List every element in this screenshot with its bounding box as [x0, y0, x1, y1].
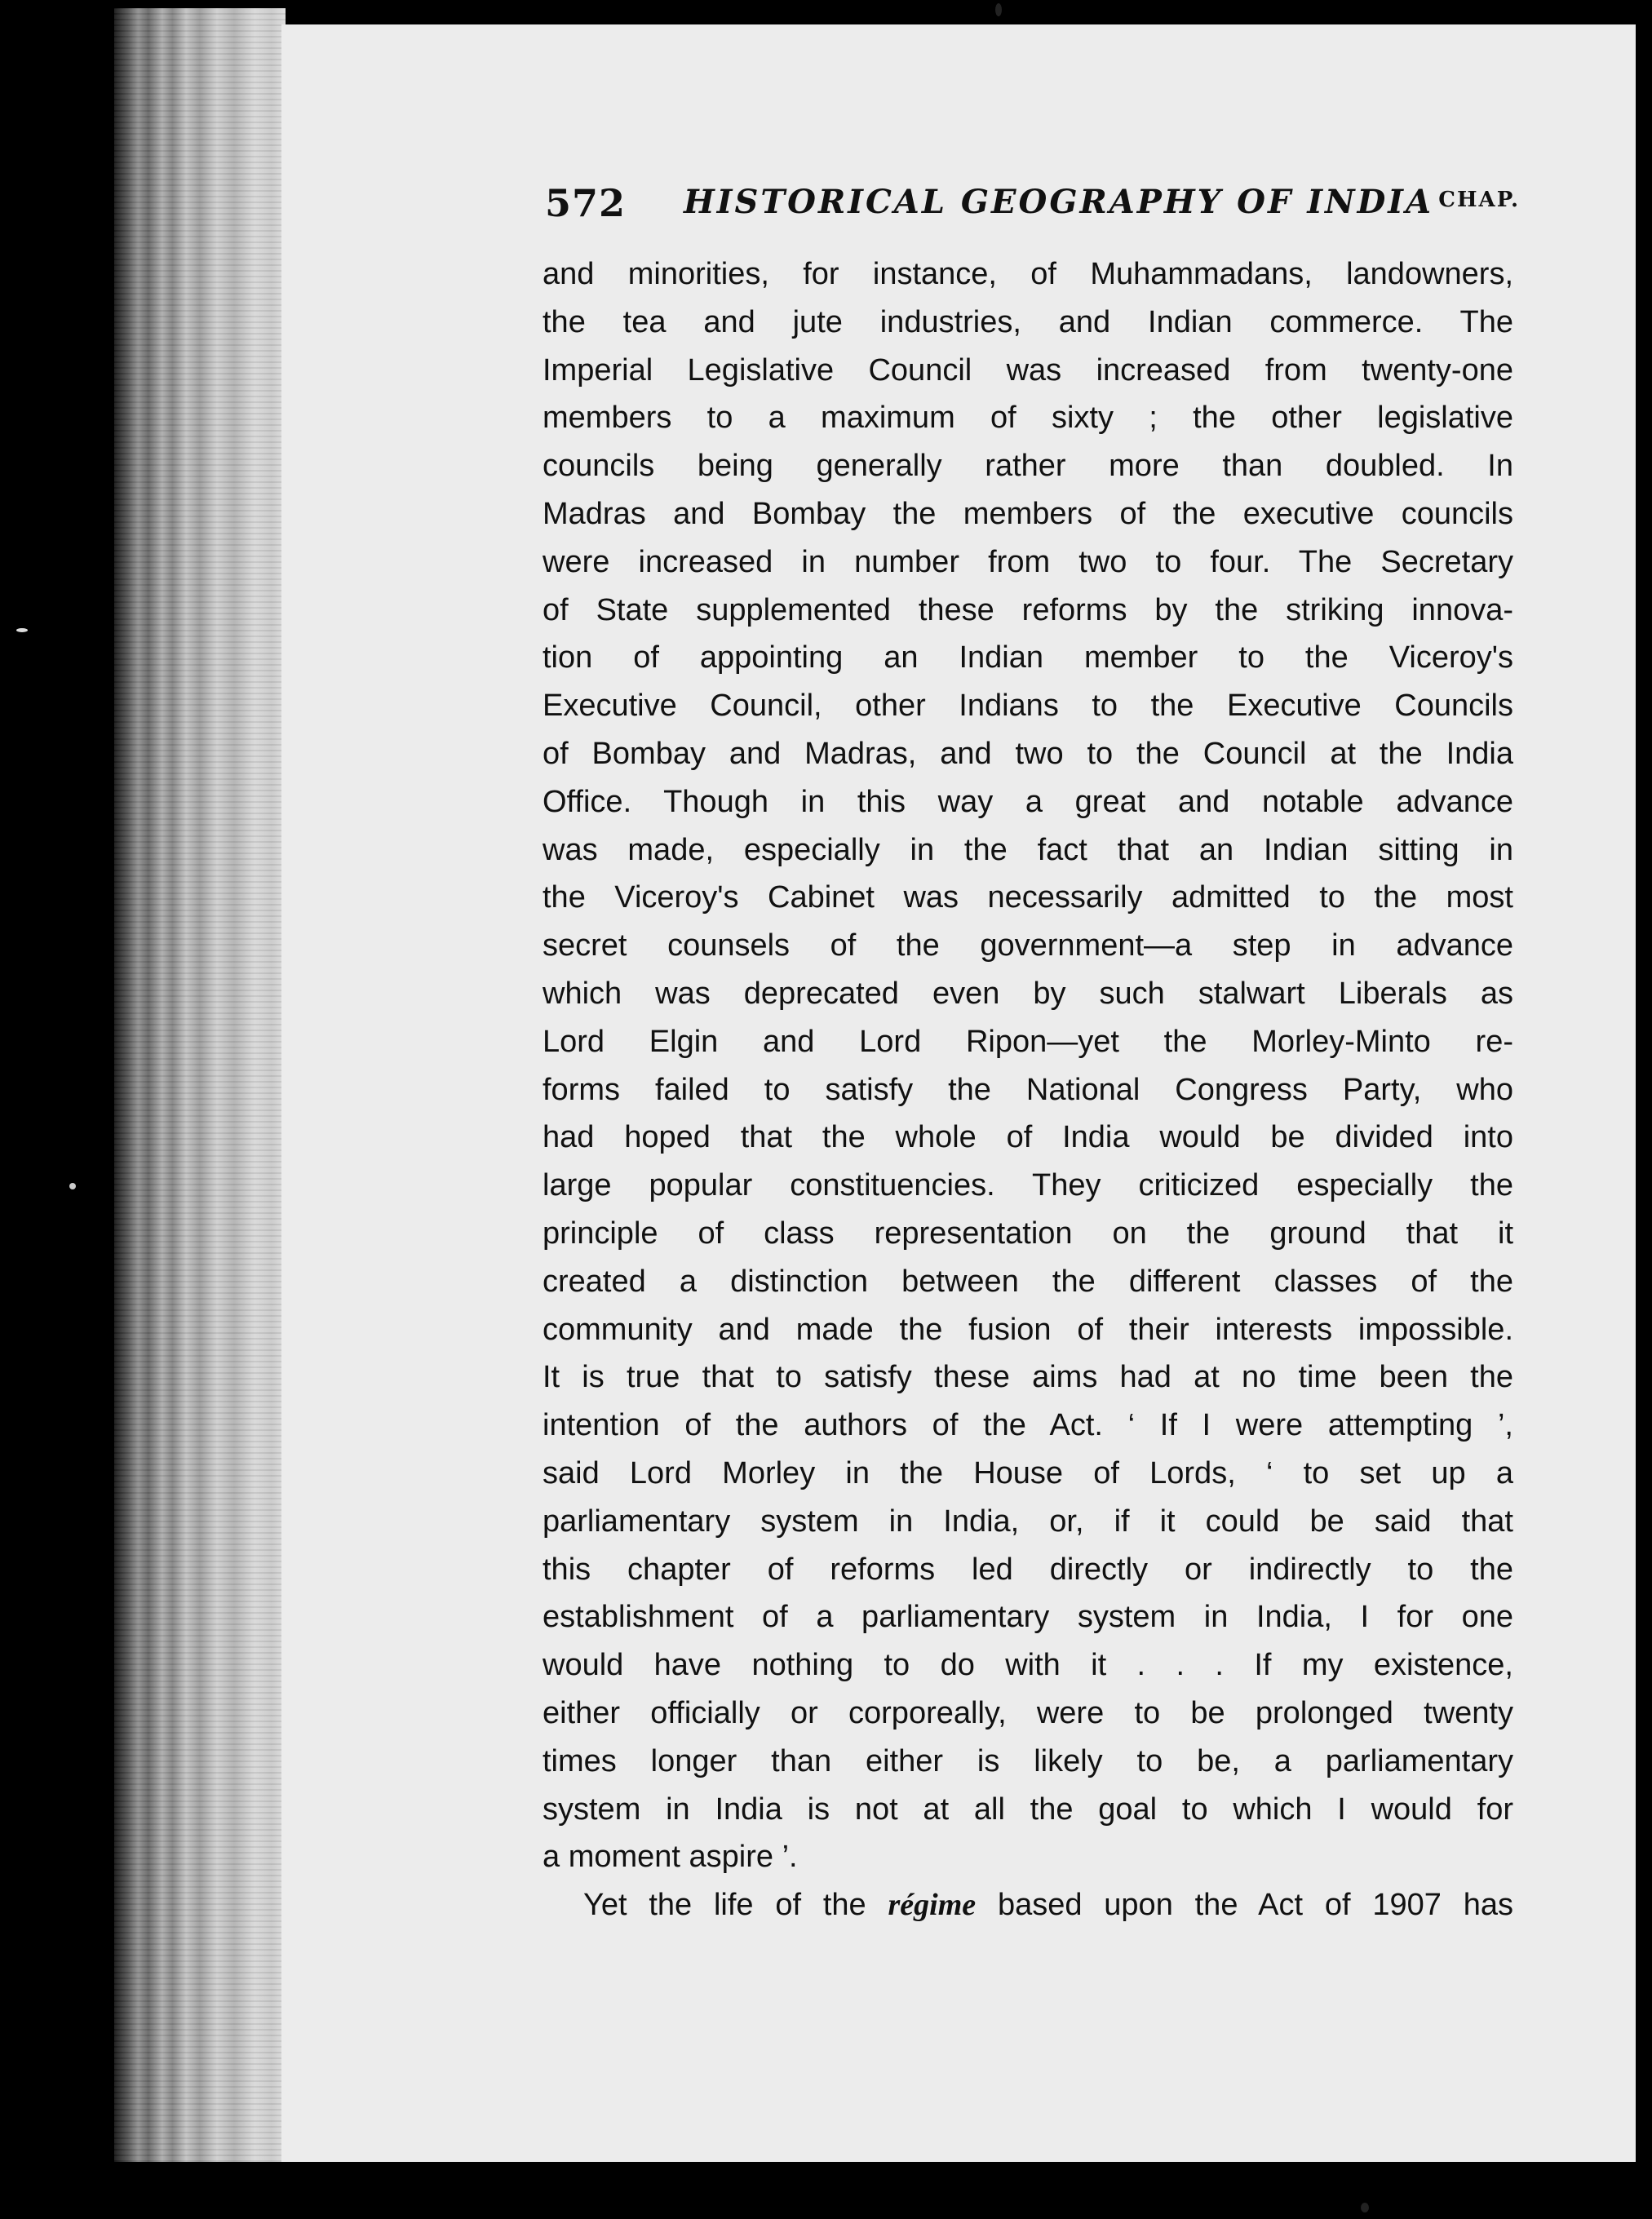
text-line: members to a maximum of sixty ; the other legislative	[543, 401, 1513, 436]
text-line: a moment aspire ’.	[543, 1840, 798, 1875]
text-line: large popular constituencies. They criticized especially the	[543, 1168, 1513, 1203]
text-line: system in India is not at all the goal to which I would for	[543, 1792, 1513, 1827]
text-line: Executive Council, other Indians to the Executive Councils	[543, 689, 1513, 724]
text-fragment: based upon the Act of 1907 has	[976, 1888, 1513, 1923]
text-line: Lord Elgin and Lord Ripon—yet the Morley-Minto re-	[543, 1024, 1513, 1059]
text-line: times longer than either is likely to be, a parliamentary	[543, 1743, 1513, 1778]
text-line: secret counsels of the government—a step in advance	[543, 928, 1513, 963]
body-text	[543, 250, 1513, 1929]
text-line: of State supplemented these reforms by the striking innova-	[543, 592, 1513, 627]
text-line: and minorities, for instance, of Muhammadans, landowners,	[543, 257, 1513, 291]
text-line: this chapter of reforms led directly or indirectly to the	[543, 1552, 1513, 1587]
running-head	[545, 181, 1520, 230]
paragraph-opening-line	[543, 1881, 1513, 1929]
text-line: intention of the authors of the Act. ‘ If I were attempting ’,	[543, 1408, 1513, 1443]
text-line: establishment of a parliamentary system in India, I for one	[543, 1600, 1513, 1635]
text-line: community and made the fusion of their interests impossible.	[543, 1312, 1513, 1347]
text-line: principle of class representation on the ground that it	[543, 1216, 1513, 1251]
text-line: councils being generally rather more than doubled. In	[543, 449, 1513, 484]
text-line: It is true that to satisfy these aims had at no time been the	[543, 1360, 1513, 1395]
running-title: HISTORICAL GEOGRAPHY OF INDIA	[684, 183, 1434, 221]
text-line: forms failed to satisfy the National Congress Party, who	[543, 1072, 1513, 1107]
text-line: of Bombay and Madras, and two to the Council at the India	[543, 736, 1513, 771]
text-line: the tea and jute industries, and Indian commerce. The	[543, 304, 1513, 339]
scan-speck	[1361, 2203, 1369, 2212]
text-line: which was deprecated even by such stalwart Liberals as	[543, 976, 1513, 1011]
text-line: Imperial Legislative Council was increased from twenty-one	[543, 352, 1513, 388]
text-line: the Viceroy's Cabinet was necessarily admitted to the most	[543, 880, 1513, 915]
scan-speck	[69, 1183, 76, 1189]
text-line: either officially or corporeally, were to be prolonged twenty	[543, 1695, 1513, 1730]
text-line: would have nothing to do with it . . . If my existence,	[543, 1648, 1513, 1683]
text-fragment: Yet the life of the	[583, 1888, 888, 1923]
scan-speck	[16, 628, 28, 632]
text-line: was made, especially in the fact that an Indian sitting in	[543, 832, 1513, 867]
text-line: said Lord Morley in the House of Lords, ‘ to set up a	[543, 1455, 1513, 1490]
text-line: Office. Though in this way a great and notable advance	[543, 784, 1513, 819]
page-number: 572	[545, 181, 627, 225]
page-edge	[114, 8, 286, 2162]
text-line: had hoped that the whole of India would be divided into	[543, 1120, 1513, 1155]
scan-speck	[995, 3, 1002, 16]
text-line: Madras and Bombay the members of the executive councils	[543, 496, 1513, 531]
text-line: created a distinction between the different classes of the	[543, 1264, 1513, 1299]
text-line: parliamentary system in India, or, if it could be said that	[543, 1504, 1513, 1539]
text-line: were increased in number from two to four. The Secretary	[543, 544, 1513, 579]
chapter-label: CHAP.	[1438, 188, 1520, 212]
italic-word: régime	[888, 1888, 977, 1923]
text-line: tion of appointing an Indian member to the Viceroy's	[543, 640, 1513, 675]
